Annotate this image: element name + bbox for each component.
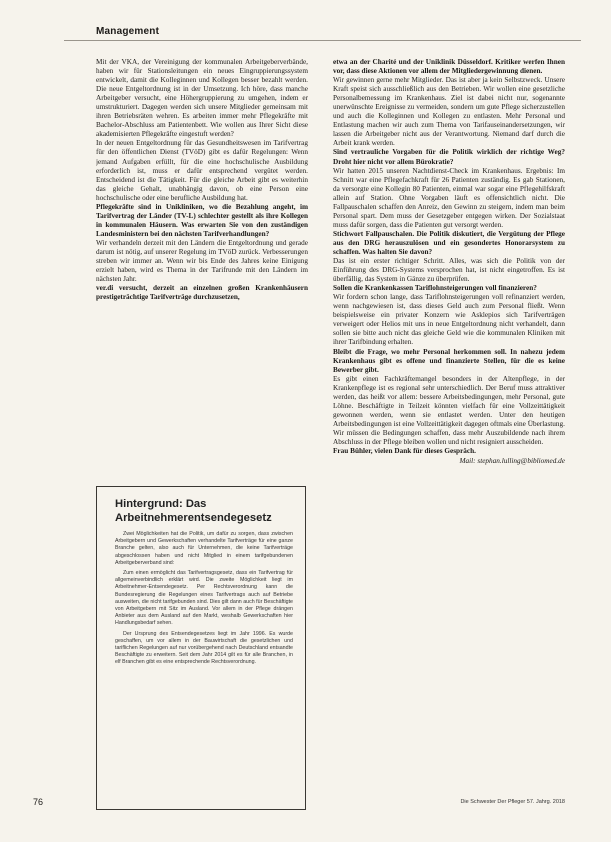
- interview-question: Frau Bühler, vielen Dank für dieses Gespräch.: [333, 447, 476, 456]
- journal-footer: Die Schwester Der Pfleger 57. Jahrg. 2018: [460, 799, 565, 805]
- header-rule: [64, 40, 581, 41]
- interview-answer: Es gibt einen Fachkräftemangel besonders in der Altenpflege, in der Krankenpflege ist es regional sehr unterschiedlich. Der Beruf muss attraktiver werden, das heißt vor allem: bessere Arbeitsbedingungen, mehr Personal, gute Löhne. Beschäftigte in Teilzeit könnten vielfach für eine Vollzeittätigkeit gewonnen werden, wenn sie entlastet werden. Unter den heutigen Arbeitsbedingungen ist eine Vollzeittätigkeit dagegen oftmals eine Überlastung. Wir müssen die Bedingungen schaffen, dass mehr Auszubildende nach ihrem Abschluss in der Pflege bleiben wollen und nicht resigniert ausscheiden.: [333, 374, 565, 446]
- background-box: [96, 486, 306, 810]
- interview-answer: Wir verhandeln derzeit mit den Ländern die Entgeltordnung und gerade darum ist nötig, auf unserer Regelung im TVöD zurück. Verbesserungen streben wir immer an. Wenn wir bis Ende des Jahres keine Einigung erzielt haben, wird es Thema in der Tarifrunde mit den Ländern im nächsten Jahr.: [96, 238, 308, 284]
- article-column-right: [333, 58, 565, 783]
- box-paragraph: Zum einen ermöglicht das Tarifvertragsgesetz, dass ein Tarifvertrag für allgemeinverbindlich erklärt wird. Die zweite Möglichkeit liegt im Arbeitnehmer-Entsendegesetz. Per Rechtsverordnung kann die Bundesregierung die Regelungen eines Tarifvertrags auch auf Betriebe ausweiten, die nicht tarifgebunden sind. Dies gilt dann auch für Beschäftigte von Arbeitgebern mit Sitz im Ausland. Vor allem in der Pflege drängen Anbieter aus dem Ausland auf den Markt, weshalb Gewerkschaften hier Handlungsbedarf sehen.: [115, 570, 293, 627]
- author-signoff: Mail: stephan.lulling@bibliomed.de: [459, 457, 565, 466]
- box-paragraph: Der Ursprung des Entsendegesetzes liegt im Jahr 1996. Es wurde geschaffen, um vor allem in der Bauwirtschaft die gesetzlichen und tariflichen Regelungen auf nur vorübergehend nach Deutschland entsandte Beschäftigte zu erweitern. Seit dem Jahr 2014 gilt es für alle Branchen, in elf Branchen gibt es eine entsprechende Rechtsverordnung.: [115, 630, 293, 666]
- interview-question: Sollen die Krankenkassen Tariflohnsteigerungen voll finanzieren?: [333, 284, 537, 293]
- section-header: Management: [96, 26, 160, 37]
- interview-question: Bleibt die Frage, wo mehr Personal herkommen soll. In nahezu jedem Krankenhaus gibt es offene und finanzierte Stellen, für die es keine Bewerber gibt.: [333, 347, 565, 374]
- interview-question: Sind vertrauliche Vorgaben für die Politik wirklich der richtige Weg? Droht hier nicht vor allem Bürokratie?: [333, 148, 565, 166]
- box-body: [115, 531, 293, 667]
- interview-question: Stichwort Fallpauschalen. Die Politik diskutiert, die Vergütung der Pflege aus den DRG herauszulösen und ein gesondertes Honorarsystem zu schaffen. Was halten Sie davon?: [333, 229, 565, 256]
- interview-question: ver.di versucht, derzeit an einzelnen großen Krankenhäusern prestigeträchtige Tarifverträge durchzusetzen,: [96, 284, 308, 302]
- box-paragraph: Zwei Möglichkeiten hat die Politik, um dafür zu sorgen, dass zwischen Arbeitgebern und Gewerkschaften verhandelte Tarifverträge für eine ganze Branche gelten, also auch für Unternehmen, die keine Tarifverträge abgeschlossen haben und nicht Mitglied in einem tarifgebundenen Arbeitgeberverband sind:: [115, 531, 293, 566]
- interview-answer: Wir fordern schon lange, dass Tariflohnsteigerungen voll refinanziert werden, wenn nachgewiesen ist, dass dieses Geld auch zum Personal fließt. Wenn beispielsweise ein privater Konzern wie Asklepios sich Tarifverträgen verweigert oder Helios mit uns in neue Entgeltordnung nicht verhandelt, dann sollen sie bitte auch nicht das gleiche Geld wie die kommunalen Kliniken mit ihrer Tarifbindung erhalten.: [333, 293, 565, 347]
- article-column-left: [96, 58, 308, 473]
- box-title: Hintergrund: Das Arbeitnehmerentsendegesetz: [115, 498, 272, 524]
- interview-question: etwa an der Charité und der Uniklinik Düsseldorf. Kritiker werfen Ihnen vor, dass diese Aktionen vor allem der Mitgliedergewinnung dienen.: [333, 58, 565, 76]
- page-number: 76: [33, 797, 44, 807]
- interview-answer: Mit der VKA, der Vereinigung der kommunalen Arbeitgeberverbände, haben wir für Stationsleitungen ein neues Eingruppierungssystem entwickelt, damit die Kolleginnen und Kollegen besser bezahlt werden. Die neue Entgeltordnung ist in der Umsetzung. Ich höre, dass manche Arbeitgeber versucht, eine Höhergruppierung zu umgehen, indem er umstrukturiert. Dagegen werden sich unsere Mitglieder gemeinsam mit ihren Betriebsräten wehren. Es arbeiten immer mehr Pflegekräfte mit Bachelor-Abschluss am Patientenbett. Wie wollen aus Ihrer Sicht diese akademisierten Pflegekräfte eingestuft werden?: [96, 58, 308, 139]
- interview-answer: Wir gewinnen gerne mehr Mitglieder. Das ist aber ja kein Selbstzweck. Unsere Kraft speist sich ausschließlich aus den Betrieben. Wir wollen eine gesetzliche Personalbemessung im Krankenhaus. Ziel ist dabei nicht nur, sogenannte unerwünschte Ereignisse zu vermeiden, sondern um gute Pflege sicherzustellen und auch die Kolleginnen und Kollegen zu entlasten. Mehr Personal und Entlastung machen wir auch zum Thema von Tarifauseinandersetzungen, wir lassen die Arbeitgeber nicht aus der Verantwortung. Niemand darf durch die Arbeit krank werden.: [333, 76, 565, 148]
- interview-question: Pflegekräfte sind in Unikliniken, wo die Bezahlung angeht, im Tarifvertrag der Länder (TV-L) schlechter gestellt als ihre Kollegen in kommunalen Häusern. Was erwarten Sie von den zuständigen Landesministern bei den nächsten Tarifverhandlungen?: [96, 202, 308, 238]
- interview-answer: Das ist ein erster richtiger Schritt. Alles, was sich die Politik von der Einführung des DRG-Systems versprochen hat, ist nicht eingetroffen. Es ist überfällig, das System in Gänze zu überprüfen.: [333, 257, 565, 284]
- interview-answer: In der neuen Entgeltordnung für das Gesundheitswesen im Tarifvertrag für den öffentlichen Dienst (TVöD) gibt es dafür Regelungen: Wenn jemand Aufgaben erfüllt, für die eine hochschulische Ausbildung erforderlich ist, muss er dafür entsprechend vergütet werden. Entscheidend ist die Tätigkeit. Für die gleiche Arbeit gibt es weiterhin das gleiche Gehalt, unabhängig davon, ob eine Person eine hochschulische oder eine berufliche Ausbildung hat.: [96, 139, 308, 202]
- interview-answer: Wir hatten 2015 unseren Nachtdienst-Check im Krankenhaus. Ergebnis: Im Schnitt war eine Pflegefachkraft für 26 Patienten zuständig. Es gab Stationen, da versorgte eine Kollegin 80 Patienten, einmal war sogar eine Pflegehilfskraft allein auf Station. Ohne Vorgaben läuft es offensichtlich nicht. Die Fallpauschalen schaffen den Anreiz, den Gewinn zu steigern, indem man beim Personal spart. Dem muss der Gesetzgeber entgegen wirken. Der Sozialstaat muss dafür sorgen, dass die Patienten gut versorgt werden.: [333, 166, 565, 229]
